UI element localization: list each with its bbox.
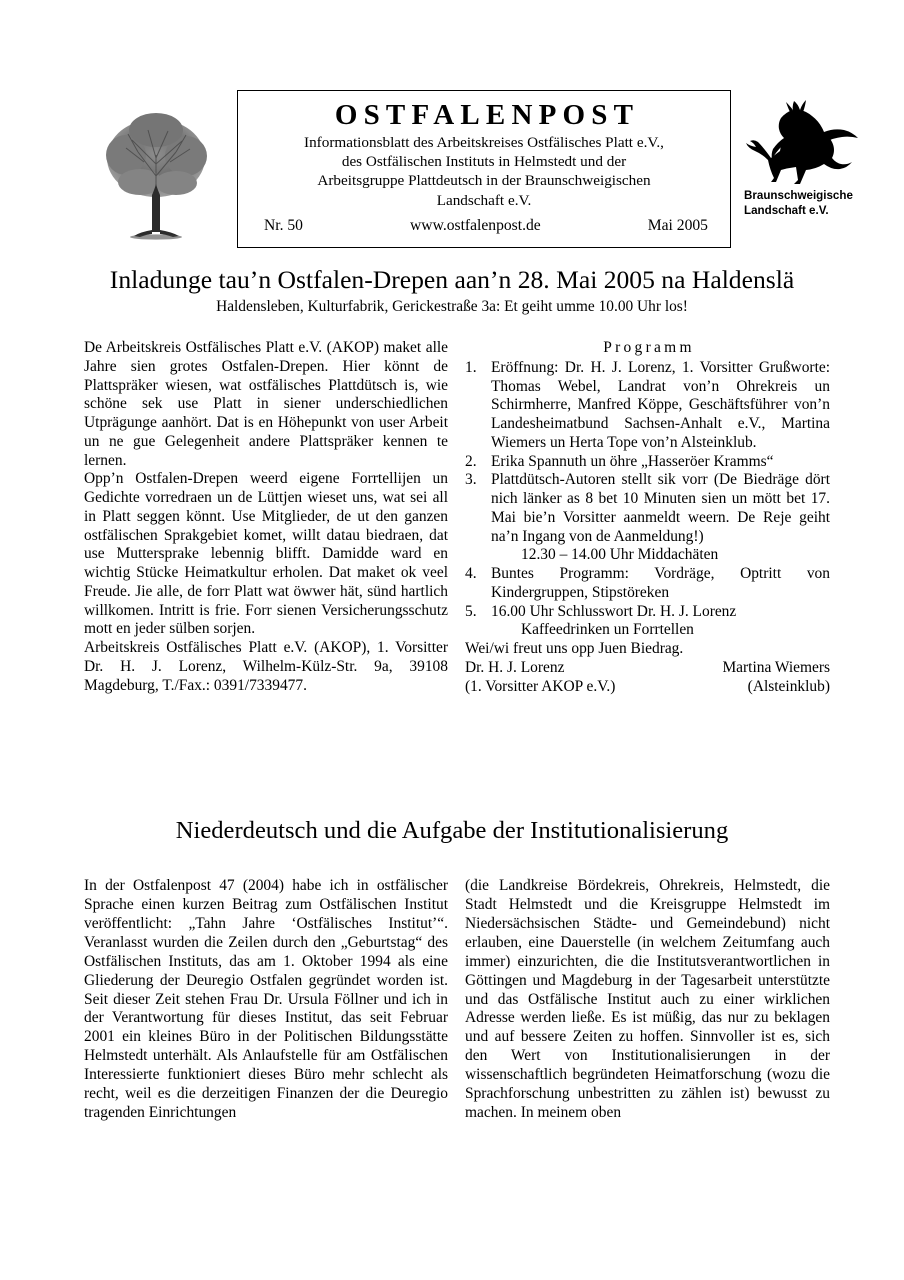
masthead-subtitle-line: Arbeitsgruppe Plattdeutsch in der Braunschweigischen bbox=[317, 172, 651, 190]
program-item-text: Plattdütsch-Autoren stellt sik vorr (De Biedräge dört nich länker as 8 bet 10 Minuten sien un mött bet 17. Mai bie’n Vorsitter aanmeldt weern. De Reje geiht na’n Ingang von de Aanmeldung!) bbox=[491, 471, 830, 545]
logo-caption-line2: Landschaft e.V. bbox=[744, 204, 829, 217]
program-item-number: 2. bbox=[465, 452, 477, 470]
program-item-number: 5. bbox=[465, 602, 477, 620]
paragraph: De Arbeitskreis Ostfälisches Platt e.V. (AKOP) maket alle Jahre sien grotes Ostfalen-Drepen. Hier könnt de Plattspräker wiesen, wat ostfälisches Plattdütsch is, wie schöne sek use Platt in siener underschiedlichen Utprägunge aanhört. Dat is en Höhepunkt von user Arbeit un ne gue Gelegenheit andere Plattspräker kennen te lernen. bbox=[84, 339, 448, 469]
masthead-subtitle bbox=[238, 133, 730, 209]
article1-left-column bbox=[84, 339, 448, 696]
program-item-subline: Kaffeedrinken un Forrtellen bbox=[521, 621, 694, 639]
article1-program-column bbox=[465, 339, 830, 697]
article2-left-column bbox=[84, 877, 448, 1123]
paragraph: Opp’n Ostfalen-Drepen weerd eigene Forrtellijen un Gedichte vorredraen un de Lüttjen wieset uns, wat sei all in Platt seggen könnt. Use Mitglieder, de ut den ganzen ostfälischen Sprakgebiet komet, willt datau biedraen, dat use Muttersprake lebennig blifft. Damidde ward en wichtig Stücke Heimatkultur erholen. Dat maket ok veel Freude. Jie alle, de forr Platt wat öwwer hät, sünd hartlich willkomen. Intritt is frie. Forr sienen Versicherungsschutz mott en jeder sülben sorjen. bbox=[84, 470, 448, 638]
logo-caption-line1: Braunschweigische bbox=[744, 189, 853, 202]
signature-row bbox=[465, 659, 830, 678]
article2-right-column bbox=[465, 877, 830, 1123]
masthead-box bbox=[237, 90, 731, 248]
program-item-text: Buntes Programm: Vordräge, Optritt von Kindergruppen, Stipstöreken bbox=[491, 565, 830, 601]
signature-name-right: Martina Wiemers bbox=[722, 659, 830, 677]
signature-role-left: (1. Vorsitter AKOP e.V.) bbox=[465, 677, 616, 695]
program-item-text: Eröffnung: Dr. H. J. Lorenz, 1. Vorsitter Grußworte: Thomas Webel, Landrat von’n Ohrekreis un Schirmherre, Manfred Köppe, Geschäftsführer von’n Landesheimatbund Sachsen-Anhalt e.V., Martina Wiemers un Herta Tope von’n Alsteinklub. bbox=[491, 358, 830, 451]
signature-name-left: Dr. H. J. Lorenz bbox=[465, 659, 565, 677]
paragraph-contact: Arbeitskreis Ostfälisches Platt e.V. (AKOP), 1. Vorsitter Dr. H. J. Lorenz, Wilhelm-Külz-Str. 9a, 39108 Magdeburg, T./Fax.: 0391/7339477. bbox=[84, 639, 448, 694]
website-url[interactable]: www.ostfalenpost.de bbox=[410, 216, 541, 234]
signature-role-right: (Alsteinklub) bbox=[747, 677, 830, 695]
program-item bbox=[465, 603, 830, 641]
paragraph: (die Landkreise Bördekreis, Ohrekreis, Helmstedt, die Stadt Helmstedt und die Kreisgruppe Helmstedt im Niedersächsischen Städte- und Gemeindebund) nicht erlauben, eine Dauerstelle (in welchem Zeitumfang auch immer) einzurichten, die die Institutsverantwortlichen in Göttingen und Magdeburg in der Tagesarbeit unterstützte und das Ostfälische Institut auch zu einer wirklichen Adresse werden ließe. Es ist müßig, das nur zu beklagen und auf bessere Zeiten zu hoffen. Sinnvoller ist es, sich den Wert von Institutionalisierungen in der wissenschaftlich begründeten Heimatforschung (wozu die Sprachforschung unbestritten zu zählen ist) bewusst zu machen. In meinem oben bbox=[465, 877, 830, 1122]
program-item-number: 4. bbox=[465, 565, 477, 583]
braunschweigische-landschaft-horse-logo bbox=[740, 96, 868, 221]
article2-headline: Niederdeutsch und die Aufgabe der Institutionalisierung bbox=[175, 817, 729, 844]
program-item bbox=[465, 471, 830, 565]
masthead-subtitle-line: Informationsblatt des Arbeitskreises Ostfälisches Platt e.V., bbox=[304, 134, 664, 152]
program-title: Programm bbox=[603, 339, 695, 356]
program-item-number: 1. bbox=[465, 358, 477, 376]
program-item-subline: 12.30 – 14.00 Uhr Middachäten bbox=[521, 546, 719, 564]
article1-subheadline: Haldensleben, Kulturfabrik, Gerickestraße 3a: Et geiht umme 10.00 Uhr los! bbox=[216, 298, 688, 315]
signature-role-row bbox=[465, 678, 830, 697]
article1-headline: Inladunge tau’n Ostfalen-Drepen aan’n 28. Mai 2005 na Haldenslä bbox=[109, 265, 795, 294]
issue-date: Mai 2005 bbox=[647, 216, 708, 234]
masthead-subtitle-line: Landschaft e.V. bbox=[436, 191, 532, 209]
program-item bbox=[465, 359, 830, 453]
masthead-subtitle-line: des Ostfälischen Instituts in Helmstedt und der bbox=[341, 153, 627, 171]
masthead bbox=[0, 88, 904, 253]
paragraph: In der Ostfalenpost 47 (2004) habe ich in ostfälischer Sprache einen kurzen Beitrag zum Ostfälischen Institut veröffentlicht: „Tahn Jahre ‘Ostfälisches Institut’“. Veranlasst wurden die Zeilen durch den „Geburtstag“ des Ostfälischen Instituts, das am 1. Oktober 1994 als eine Gliederung der Deuregio Ostfalen gegründet worden ist. Seit dieser Zeit stehen Frau Dr. Ursula Föllner und ich in der Verantwortung für dieses Institut, das seit Februar 2001 ein kleines Büro in der Politischen Bildungsstätte Helmstedt unterhält. Als Anlaufstelle für am Ostfälischen Interessierte funktioniert dieses Büro mehr schlecht als recht, weil es die derzeitigen Finanzen der die Deuregio tragenden Einrichtungen bbox=[84, 877, 448, 1122]
masthead-footer bbox=[238, 217, 730, 235]
program-closing-line: Wei/wi freut uns opp Juen Biedrag. bbox=[465, 640, 684, 658]
program-item bbox=[465, 565, 830, 603]
program-item-number: 3. bbox=[465, 471, 477, 489]
oak-tree-logo bbox=[92, 100, 220, 240]
program-item bbox=[465, 453, 830, 472]
program-item-text: Erika Spannuth un öhre „Hasseröer Kramms“ bbox=[491, 452, 774, 470]
paper-title: OSTFALENPOST bbox=[334, 99, 640, 131]
program-item-text: 16.00 Uhr Schlusswort Dr. H. J. Lorenz bbox=[491, 602, 737, 620]
program-list bbox=[465, 359, 830, 640]
issue-number: Nr. 50 bbox=[264, 216, 303, 234]
